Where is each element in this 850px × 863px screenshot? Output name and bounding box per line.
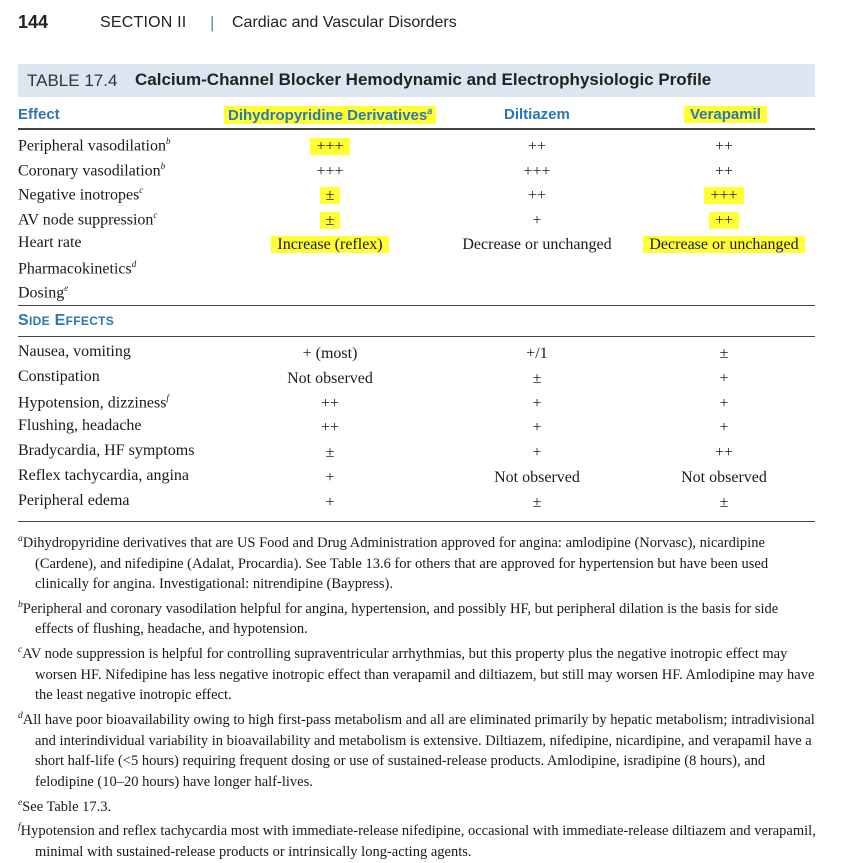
col-header-dihydropyridine-text: Dihydropyridine Derivatives: [228, 107, 428, 124]
row-label-text: Peripheral edema: [18, 491, 130, 509]
row-label-text: Coronary vasodilation: [18, 161, 161, 179]
row-label-text: Hypotension, dizziness: [18, 393, 167, 411]
cell-value: Not observed: [494, 469, 580, 486]
effects-row-label: [18, 161, 165, 180]
table-label: TABLE 17.4: [27, 71, 118, 90]
footnote-symbol: b: [18, 599, 23, 610]
heading-rest: FFECTS: [65, 314, 115, 328]
side-effects-cell-diltiazem: [437, 419, 637, 437]
cell-value: ++: [320, 394, 340, 412]
footnote: [18, 595, 818, 640]
cell-value: ++: [714, 444, 734, 462]
section-label: SECTION II: [100, 14, 187, 31]
cell-value: ++: [714, 138, 734, 155]
cell-value: ±: [325, 444, 335, 462]
side-effects-row: [0, 442, 850, 466]
side-effects-cell-dihydro: [230, 370, 430, 388]
col-header-verapamil: Verapamil: [684, 106, 767, 123]
side-effects-row-label: [18, 343, 131, 361]
side-effects-cell-dihydro: [230, 419, 430, 437]
cell-value: ±: [719, 345, 729, 362]
cell-value: +++: [316, 162, 344, 180]
footnote: [18, 793, 818, 818]
cell-value: +: [532, 419, 542, 437]
effects-row-label: [18, 185, 143, 204]
side-effects-cell-verapamil: [624, 469, 824, 487]
page-header: [18, 12, 838, 38]
cell-value: +: [719, 419, 729, 437]
side-effects-cell-diltiazem: [437, 494, 637, 512]
cell-value: ++: [709, 212, 739, 229]
row-label-text: Nausea, vomiting: [18, 343, 131, 360]
effects-row: [0, 136, 850, 160]
effects-end-rule: [18, 305, 815, 306]
header-rule: [18, 128, 815, 130]
side-effects-heading-text: [18, 312, 114, 329]
footnote-marker: e: [64, 283, 69, 293]
side-effects-rule: [18, 336, 815, 337]
footnotes: [18, 529, 818, 863]
side-effects-cell-verapamil: [624, 419, 824, 437]
cell-value: ++: [527, 187, 547, 204]
effects-row: [0, 161, 850, 185]
cell-value: +: [719, 394, 729, 412]
side-effects-cell-verapamil: [624, 345, 824, 363]
effects-cell-diltiazem: [437, 138, 637, 156]
effects-row-label: [18, 136, 170, 155]
cell-value: +++: [523, 162, 551, 180]
cell-value: +: [532, 394, 542, 412]
cell-value: +++: [310, 138, 349, 155]
cell-value: +: [532, 211, 542, 229]
side-effects-cell-diltiazem: [437, 469, 637, 487]
side-effects-row-label: [18, 442, 194, 460]
row-label-text: Dosing: [18, 284, 65, 302]
side-effects-cell-dihydro: [230, 345, 430, 363]
footnote-marker: c: [139, 185, 144, 195]
effects-cell-diltiazem: [437, 163, 637, 181]
side-effects-row-label: [18, 393, 169, 412]
cell-value: +++: [704, 187, 743, 204]
cell-value: Not observed: [681, 469, 767, 486]
footnote-symbol: d: [18, 711, 23, 722]
footnote: [18, 706, 818, 793]
cell-value: Not observed: [287, 369, 373, 387]
effects-cell-dihydro: [230, 138, 430, 156]
col-header-dihydropyridine-sup: a: [427, 106, 433, 116]
effects-cell-dihydro: [230, 236, 430, 254]
cell-value: Decrease or unchanged: [462, 236, 612, 253]
footnote-text: See Table 17.3.: [22, 798, 112, 815]
side-effects-cell-dihydro: [230, 395, 430, 413]
effects-cell-diltiazem: [437, 187, 637, 205]
side-effects-row-label: [18, 368, 100, 386]
effects-row-label: [18, 210, 157, 229]
effects-cell-verapamil: [624, 236, 824, 254]
col-header-effect: Effect: [18, 106, 60, 123]
side-effects-cell-verapamil: [624, 494, 824, 512]
side-effects-cell-diltiazem: [437, 370, 637, 388]
row-label-text: Peripheral vasodilation: [18, 137, 166, 155]
effects-row: [0, 185, 850, 209]
col-header-dihydropyridine: [224, 106, 436, 124]
cell-value: +/1: [526, 345, 548, 362]
side-effects-cell-diltiazem: [437, 345, 637, 363]
side-effects-cell-dihydro: [230, 444, 430, 462]
col-header-diltiazem: Diltiazem: [504, 106, 570, 123]
side-effects-row: [0, 492, 850, 516]
side-effects-row: [0, 368, 850, 392]
cell-value: Decrease or unchanged: [643, 236, 804, 253]
footnote-symbol: e: [18, 797, 23, 808]
effects-cell-verapamil: [624, 138, 824, 156]
cell-value: ++: [714, 162, 734, 180]
heading-rest: IDE: [28, 314, 50, 328]
side-effects-row: [0, 393, 850, 417]
side-effects-cell-diltiazem: [437, 444, 637, 462]
row-label-text: AV node suppression: [18, 210, 154, 228]
cell-value: +: [532, 444, 542, 462]
row-label-text: Reflex tachycardia, angina: [18, 467, 190, 484]
cell-value: ±: [532, 369, 542, 387]
footnote-marker: c: [153, 209, 158, 220]
footnote-text: Peripheral and coronary vasodilation helpful for angina, hypertension, and possibly HF, but peripheral dilation is the basis for side effects of flushing, headache, and hypotension.: [22, 600, 779, 638]
footnote-text: All have poor bioavailability owing to high first-pass metabolism and all are eliminated primarily by hepatic metabolism; intradivisional and interindividual variability in bioavailability and metabolism is extensive. Diltiazem, nifedipine, nicardipine, and verapamil have a short half-life (<5 hours) requiring frequent dosing or use of sustained-release products. Amlodipine, isradipine (8 hours), and felodipine (10–20 hours) have longer half-lives.: [22, 711, 815, 791]
footnote-text: Dihydropyridine derivatives that are US Food and Drug Administration approved for angina: amlodipine (Norvasc), nicardipine (Cardene), and nifedipine (Adalat, Procardia). See Table 13.6 for others that are approved for hypertension but have been used clinically for angina. Investigational: nitrendipine (Baypress).: [22, 534, 769, 593]
row-label-text: Negative inotropes: [18, 186, 140, 204]
row-label-text: Flushing, headache: [18, 417, 142, 435]
cell-value: ±: [719, 493, 729, 511]
cell-value: + (most): [302, 345, 358, 362]
row-label-text: Constipation: [18, 367, 100, 385]
side-effects-row: [0, 343, 850, 367]
effects-cell-dihydro: [230, 212, 430, 230]
cell-value: ++: [527, 138, 547, 155]
side-effects-row-label: [18, 417, 142, 435]
effects-cell-dihydro: [230, 187, 430, 205]
side-effects-cell-verapamil: [624, 370, 824, 388]
table-title-bar: [18, 64, 815, 97]
effects-row: [0, 210, 850, 234]
side-effects-row-label: [18, 492, 130, 510]
side-effects-cell-verapamil: [624, 444, 824, 462]
row-label-text: Heart rate: [18, 234, 82, 251]
heading-initial: S: [18, 312, 29, 329]
cell-value: ±: [320, 212, 341, 229]
side-effects-row: [0, 417, 850, 441]
row-label-text: Bradycardia, HF symptoms: [18, 442, 195, 460]
effects-cell-verapamil: [624, 187, 824, 205]
effects-row: [0, 283, 850, 307]
chapter-title: Cardiac and Vascular Disorders: [232, 14, 457, 31]
effects-row-label: [18, 234, 82, 252]
cell-value: ++: [320, 419, 340, 437]
effects-cell-diltiazem: [437, 212, 637, 230]
effects-row: [0, 259, 850, 283]
footnote-text: Hypotension and reflex tachycardia most with immediate-release nifedipine, occasional with immediate-release diltiazem and verapamil, minimal with sustained-release products or intrinsically long-acting agents.: [20, 823, 816, 860]
cell-value: +: [325, 469, 335, 486]
footnote-marker: f: [166, 392, 169, 403]
effects-cell-dihydro: [230, 163, 430, 181]
footnote-symbol: f: [18, 822, 21, 833]
header-separator: |: [210, 13, 215, 32]
cell-value: +: [719, 369, 729, 387]
footnote: [18, 640, 818, 706]
cell-value: ±: [320, 187, 341, 204]
footnote-text: AV node suppression is helpful for controlling supraventricular arrhythmias, but this property plus the negative inotropic effect may worsen HF. Nifedipine has less negative inotropic effect than verapamil and diltiazem, but still may worsen HF. Amlodipine may have the least negative inotropic effect.: [22, 646, 815, 704]
side-effects-cell-dihydro: [230, 494, 430, 512]
footnote-symbol: c: [18, 645, 23, 656]
footnote-symbol: a: [18, 534, 23, 544]
heading-initial: E: [54, 312, 66, 329]
footnote-marker: b: [160, 160, 166, 171]
effects-row-label: [18, 259, 136, 278]
footnote-marker: d: [131, 258, 137, 269]
table-title: Calcium-Channel Blocker Hemodynamic and Electrophysiologic Profile: [135, 70, 712, 89]
effects-row: [0, 234, 850, 258]
footnote: [18, 529, 818, 595]
row-label-text: Pharmacokinetics: [18, 259, 132, 277]
footnote: [18, 817, 818, 862]
cell-value: Increase (reflex): [271, 236, 388, 253]
table-end-rule: [18, 521, 815, 522]
footnote-marker: b: [165, 136, 171, 146]
side-effects-cell-dihydro: [230, 469, 430, 487]
page-number: 144: [18, 12, 49, 32]
side-effects-row-label: [18, 467, 189, 485]
effects-cell-diltiazem: [437, 236, 637, 254]
effects-row-label: [18, 283, 68, 302]
effects-cell-verapamil: [624, 163, 824, 181]
cell-value: ±: [532, 493, 542, 511]
cell-value: +: [325, 493, 335, 511]
side-effects-heading: [18, 312, 114, 330]
side-effects-cell-verapamil: [624, 395, 824, 413]
side-effects-cell-diltiazem: [437, 395, 637, 413]
effects-cell-verapamil: [624, 212, 824, 230]
side-effects-row: [0, 467, 850, 491]
